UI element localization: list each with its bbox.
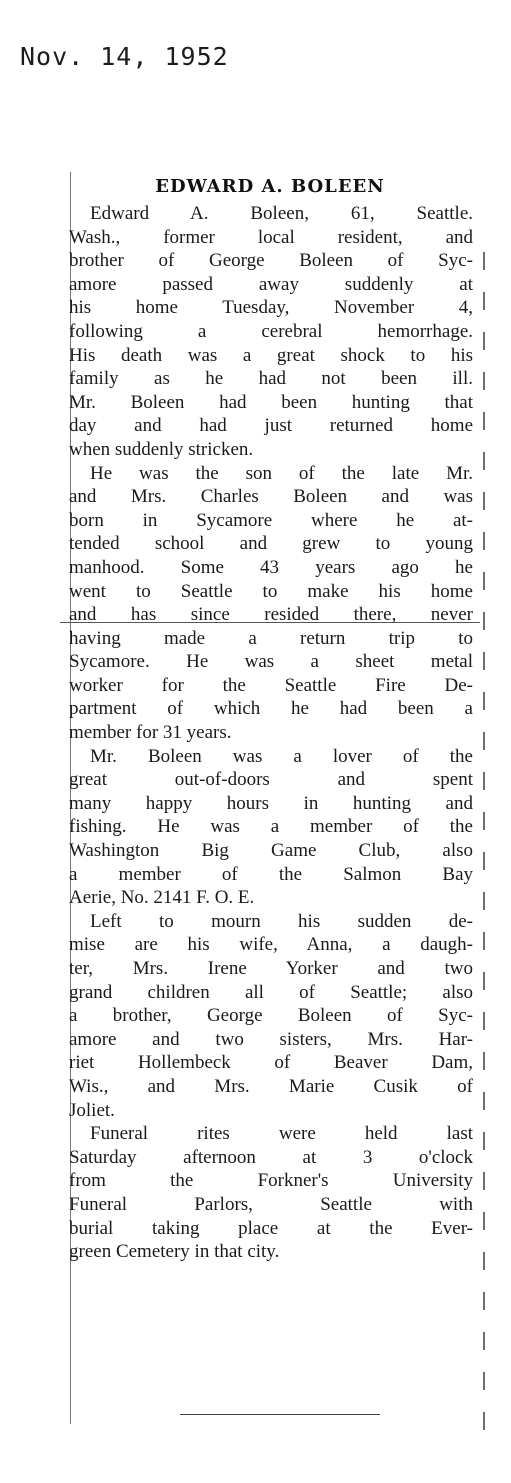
text-line: amore and two sisters, Mrs. Har-	[69, 1028, 473, 1050]
text-line: a brother, George Boleen of Syc-	[69, 1005, 473, 1027]
text-line: Joliet.	[69, 1099, 115, 1121]
text-line: and has since resided there, never	[69, 604, 473, 626]
text-line: tended school and grew to young	[69, 533, 473, 555]
text-line: having made a return trip to	[69, 627, 473, 649]
text-line: brother of George Boleen of Syc-	[69, 250, 473, 272]
text-line: burial taking place at the Ever-	[69, 1217, 473, 1239]
text-line: riet Hollembeck of Beaver Dam,	[69, 1052, 473, 1074]
obituary-headline: EDWARD A. BOLEEN	[155, 176, 385, 197]
text-line: partment of which he had been a	[69, 698, 473, 720]
text-line: grand children all of Seattle; also	[69, 981, 473, 1003]
text-line: day and had just returned home	[69, 415, 473, 437]
text-line: Saturday afternoon at 3 o'clock	[69, 1146, 473, 1168]
text-line: green Cemetery in that city.	[69, 1241, 280, 1263]
text-line: Wis., and Mrs. Marie Cusik of	[69, 1075, 473, 1097]
text-line: Funeral rites were held last	[90, 1123, 473, 1145]
text-line: He was the son of the late Mr.	[90, 462, 473, 484]
text-line: from the Forkner's University	[69, 1170, 473, 1192]
text-line: Aerie, No. 2141 F. O. E.	[69, 887, 255, 909]
text-line: Edward A. Boleen, 61, Seattle.	[90, 203, 473, 224]
text-line: a member of the Salmon Bay	[69, 863, 473, 885]
text-line: His death was a great shock to his	[69, 344, 473, 366]
obituary-body	[69, 202, 473, 1264]
text-line: Mr. Boleen was a lover of the	[90, 745, 473, 767]
text-line: manhood. Some 43 years ago he	[69, 556, 473, 578]
text-line: mise are his wife, Anna, a daugh-	[69, 934, 473, 956]
text-line: fishing. He was a member of the	[69, 816, 473, 838]
text-line: Mr. Boleen had been hunting that	[69, 391, 473, 413]
text-line: many happy hours in hunting and	[69, 792, 473, 814]
text-line: following a cerebral hemorrhage.	[69, 320, 473, 342]
text-line: ter, Mrs. Irene Yorker and two	[69, 958, 473, 979]
column-rule-right	[483, 252, 485, 1452]
text-line: and Mrs. Charles Boleen and was	[69, 486, 473, 508]
text-line: went to Seattle to make his home	[69, 580, 473, 602]
text-line: worker for the Seattle Fire De-	[69, 674, 473, 696]
text-line: Left to mourn his sudden de-	[90, 910, 473, 932]
text-line: born in Sycamore where he at-	[69, 509, 473, 531]
text-line: Funeral Parlors, Seattle with	[69, 1193, 473, 1215]
newspaper-clipping	[60, 172, 480, 1432]
text-line: amore passed away suddenly at	[69, 273, 473, 295]
text-line: Washington Big Game Club, also	[69, 840, 473, 862]
text-line: Wash., former local resident, and	[69, 226, 473, 248]
text-line: Sycamore. He was a sheet metal	[69, 651, 473, 673]
text-line: family as he had not been ill.	[69, 368, 473, 390]
text-line: his home Tuesday, November 4,	[69, 297, 473, 319]
date-stamp: Nov. 14, 1952	[20, 42, 229, 71]
text-line: when suddenly stricken.	[69, 438, 254, 460]
end-rule	[180, 1414, 380, 1415]
text-line: member for 31 years.	[69, 722, 232, 744]
text-line: great out-of-doors and spent	[69, 769, 473, 791]
